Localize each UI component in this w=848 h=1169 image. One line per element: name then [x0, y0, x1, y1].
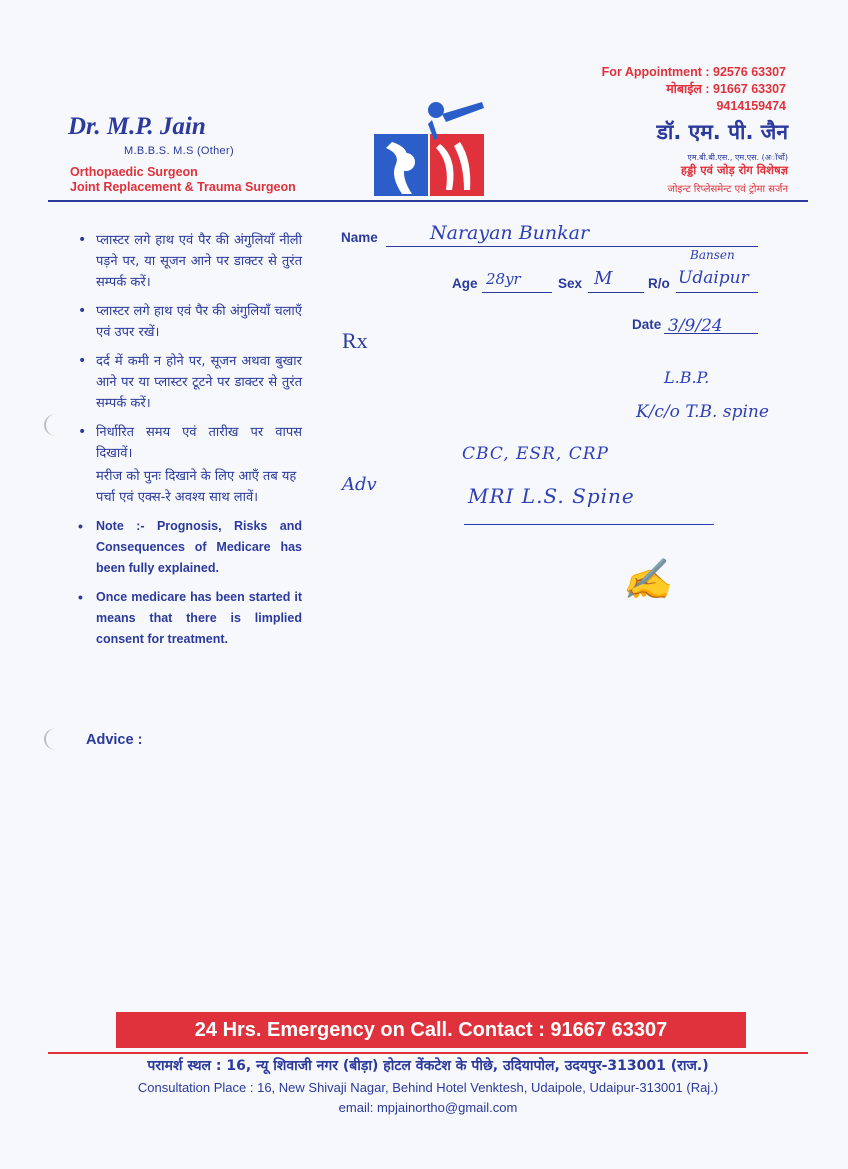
patient-age: 28yr: [486, 270, 521, 288]
instruction-item: • दर्द में कमी न होने पर, सूजन अथवा बुखार आने पर या प्लास्टर टूटने पर डाक्टर से तुरंत सम्पर्क करें।: [76, 351, 302, 414]
footer-divider: [48, 1052, 808, 1054]
punch-hole: [44, 728, 68, 750]
sex-label: Sex: [558, 276, 583, 291]
doctor-name: Dr. M.P. Jain: [68, 113, 206, 140]
patient-sex: M: [594, 268, 613, 289]
specialty-hindi-1: हड्डी एवं जोड़ रोग विशेषज्ञ: [680, 163, 788, 177]
specialty-joint: Joint Replacement & Trauma Surgeon: [70, 180, 296, 194]
doctor-name-hindi: डॉ. एम. पी. जैन: [656, 120, 788, 144]
specialty-hindi-2: जोइन्ट रिप्लेसमेन्ट एवं ट्रोमा सर्जन: [667, 184, 788, 195]
mri-note: MRI L.S. Spine: [468, 484, 635, 508]
date-label: Date: [632, 317, 662, 332]
instruction-item: • प्लास्टर लगे हाथ एवं पैर की अंगुलियाँ चलाएँ एवं उपर रखें।: [76, 301, 302, 343]
age-line: [482, 292, 552, 293]
rx-symbol: Rx: [342, 328, 368, 353]
appointment-line: For Appointment : 92576 63307: [601, 65, 786, 79]
doctor-degree: M.B.B.S. M.S (Other): [124, 145, 234, 157]
ro-line: [676, 292, 758, 293]
mobile-line-2: 9414159474: [716, 99, 786, 113]
mri-underline: [464, 524, 714, 525]
advice-label: Advice :: [86, 732, 143, 748]
appointment-info: [520, 64, 786, 115]
advice-handwritten-label: Adv: [342, 474, 377, 495]
instruction-item: • प्लास्टर लगे हाथ एवं पैर की अंगुलियाँ नीली पड़ने पर, या सूजन आने पर डाक्टर से तुरंत सम्पर्क करें।: [76, 230, 302, 293]
instruction-continuation: मरीज को पुनः दिखाने के लिए आएँ तब यह पर्चा एवं एक्स-रे अवश्य साथ लावें।: [96, 469, 297, 505]
note-prognosis: • Note :- Prognosis, Risks and Consequences of Medicare has been fully explained.: [76, 516, 302, 579]
address-hindi: परामर्श स्थल : 16, न्यू शिवाजी नगर (बीड़ा) होटल वेंकटेश के पीछे, उदियापोल, उदयपुर-313001 (राज.): [147, 1058, 709, 1074]
doctor-signature: ✍: [622, 557, 672, 603]
visit-date: 3/9/24: [668, 316, 723, 336]
clinic-logo-icon: [372, 98, 488, 198]
header-divider: [48, 200, 808, 202]
doctor-specialties: [70, 165, 296, 195]
residence-extra: Bansen: [690, 248, 735, 262]
history-note: K/c/o T.B. spine: [636, 402, 769, 422]
ro-label: R/o: [648, 276, 670, 291]
age-label: Age: [452, 276, 478, 291]
specialty-ortho: Orthopaedic Surgeon: [70, 165, 198, 179]
instruction-item: • निर्धारित समय एवं तारीख पर वापस दिखावें।: [76, 422, 302, 464]
name-line: [386, 246, 758, 247]
address-english: Consultation Place : 16, New Shivaji Nagar, Behind Hotel Venktesh, Udaipole, Udaipur-313001 (Raj.): [137, 1080, 719, 1095]
name-label: Name: [341, 230, 378, 245]
punch-hole: [44, 414, 68, 436]
patient-name: Narayan Bunkar: [430, 222, 590, 244]
mobile-line: मोबाईल : 91667 63307: [666, 82, 786, 96]
complaint-note: L.B.P.: [664, 368, 710, 387]
sex-line: [588, 292, 644, 293]
patient-residence: Udaipur: [678, 268, 749, 288]
note-consent: • Once medicare has been started it means that there is limplied consent for treatment.: [76, 587, 302, 650]
patient-instructions: [76, 230, 302, 658]
doctor-degree-hindi: एम.बी.बी.एस., एम.एस. (अॉर्थो): [687, 153, 788, 162]
emergency-banner: 24 Hrs. Emergency on Call. Contact : 91667 63307: [116, 1012, 746, 1048]
investigations-note: CBC, ESR, CRP: [462, 444, 609, 464]
email-line: email: mpjainortho@gmail.com: [338, 1100, 518, 1115]
